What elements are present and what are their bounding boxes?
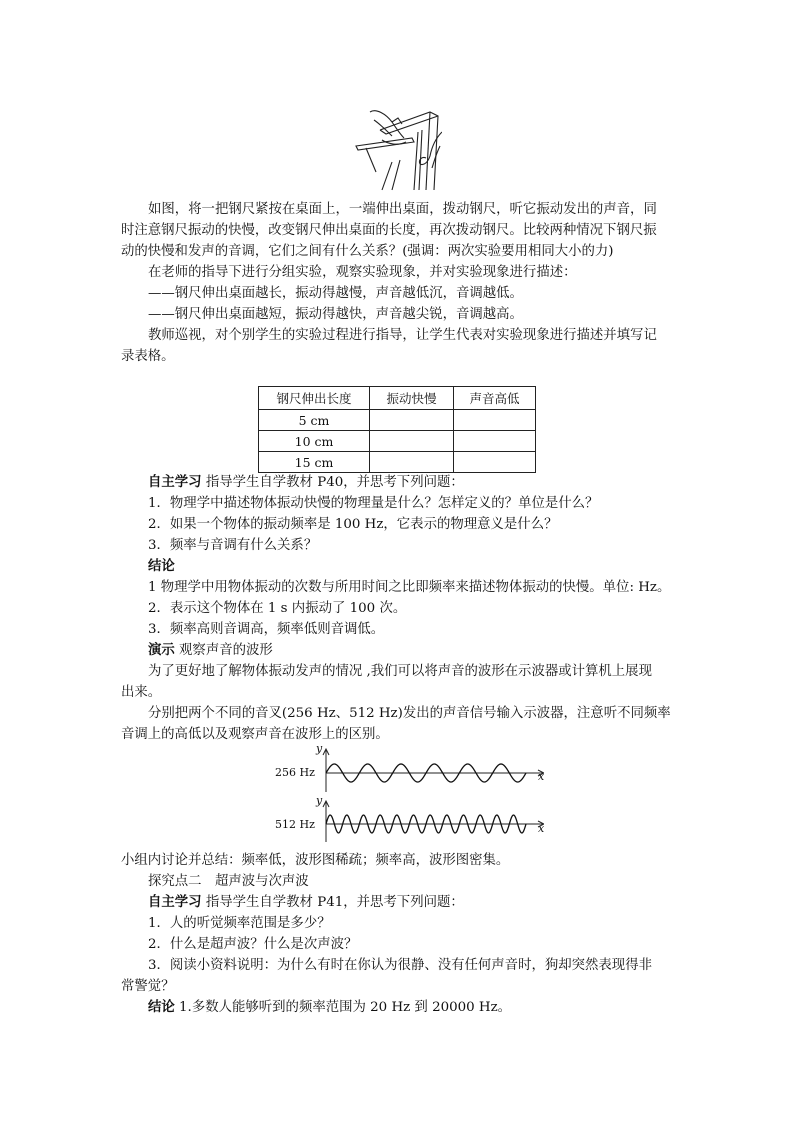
demo-heading	[148, 640, 708, 661]
self-study2-heading	[148, 892, 708, 913]
paragraph3-line1: 教师巡视，对个别学生的实验过程进行指导，让学生代表对实验现象进行描述并填写记	[148, 328, 657, 343]
table-cell	[454, 410, 536, 431]
paragraph1-line2: 时注意钢尺振动的快慢，改变钢尺伸出桌面的长度，再次拨动钢尺。比较两种情况下钢尺振	[121, 223, 657, 238]
table-cell: 5 cm	[259, 410, 370, 431]
conclusion1-item1: 1 物理学中用物体振动的次数与所用时间之比即频率来描述物体振动的快慢。单位: Hz。	[148, 580, 671, 595]
self-study1-heading	[148, 472, 708, 493]
section2-title: 探究点二 超声波与次声波	[148, 874, 309, 889]
waveform-256hz	[270, 742, 550, 794]
table-header-row	[259, 387, 536, 410]
wave1-label: 256 Hz	[275, 766, 315, 779]
waveform-512hz	[270, 794, 550, 844]
table-header: 振动快慢	[370, 387, 454, 410]
wave2-label: 512 Hz	[275, 818, 315, 831]
table-row	[259, 452, 536, 473]
self-study2-label: 自主学习	[148, 894, 202, 910]
paragraph5-line1: 分别把两个不同的音叉(256 Hz、512 Hz)发出的声音信号输入示波器，注意听不同频率	[148, 706, 671, 721]
summary: 小组内讨论并总结：频率低，波形图稀疏；频率高，波形图密集。	[121, 853, 510, 868]
wave2-plot	[320, 800, 544, 844]
self-study2-question2: 2．什么是超声波？什么是次声波？	[148, 937, 358, 952]
table-cell	[454, 431, 536, 452]
self-study1-label: 自主学习	[148, 474, 202, 490]
table-cell	[370, 410, 454, 431]
wave1-x-axis-label: x	[538, 770, 545, 783]
table-cell	[370, 452, 454, 473]
conclusion2-label: 结论	[148, 999, 175, 1015]
self-study1-question3: 3．频率与音调有什么关系？	[148, 538, 318, 553]
observation2: ——钢尺伸出桌面越短，振动得越快，声音越尖锐，音调越高。	[148, 307, 523, 322]
table-header: 声音高低	[454, 387, 536, 410]
wave1-y-axis-label: y	[316, 742, 323, 755]
self-study2-question3: 3．阅读小资料说明：为什么有时在你认为很静、没有任何声音时，狗却突然表现得非	[148, 958, 652, 973]
demo-label: 演示	[148, 642, 175, 658]
wave2-x-axis-label: x	[538, 822, 545, 835]
paragraph2: 在老师的指导下进行分组实验，观察实验现象，并对实验现象进行描述：	[148, 265, 577, 280]
table-row	[259, 410, 536, 431]
paragraph4-line2: 出来。	[121, 685, 162, 700]
self-study2-question3-cont: 常警觉？	[121, 979, 175, 994]
conclusion1-label: 结论	[148, 558, 175, 574]
table-row	[259, 431, 536, 452]
paragraph4-line1: 为了更好地了解物体振动发声的情况 ,我们可以将声音的波形在示波器或计算机上展现	[148, 664, 652, 679]
table-header: 钢尺伸出长度	[259, 387, 370, 410]
observation1: ——钢尺伸出桌面越长，振动得越慢，声音越低沉，音调越低。	[148, 286, 523, 301]
paragraph5-line2: 音调上的高低以及观察声音在波形上的区别。	[121, 727, 389, 742]
conclusion2-text: 1.多数人能够听到的频率范围为 20 Hz 到 20000 Hz。	[174, 1000, 512, 1015]
self-study2-text: 指导学生自学教材 P41，并思考下列问题：	[201, 895, 464, 910]
paragraph1-line3: 动的快慢和发声的音调，它们之间有什么关系？(强调：两次实验要用相同大小的力)	[121, 244, 614, 259]
wave1-plot	[320, 748, 544, 794]
self-study2-question1: 1．人的听觉频率范围是多少？	[148, 916, 331, 931]
self-study1-question2: 2．如果一个物体的振动频率是 100 Hz，它表示的物理意义是什么？	[148, 517, 558, 532]
table-cell: 15 cm	[259, 452, 370, 473]
paragraph3-line2: 录表格。	[121, 349, 175, 364]
conclusion2	[148, 997, 708, 1018]
wave2-y-axis-label: y	[316, 794, 323, 807]
self-study1-question1: 1．物理学中描述物体振动快慢的物理量是什么？怎样定义的？单位是什么？	[148, 496, 599, 511]
demo-text: 观察声音的波形	[174, 643, 273, 658]
table-cell	[370, 431, 454, 452]
conclusion1-item2: 2．表示这个物体在 1 s 内振动了 100 次。	[148, 601, 407, 616]
record-table	[258, 386, 536, 473]
table-cell	[454, 452, 536, 473]
table-cell: 10 cm	[259, 431, 370, 452]
ruler-experiment-illustration	[352, 102, 442, 192]
conclusion1-item3: 3．频率高则音调高，频率低则音调低。	[148, 622, 385, 637]
paragraph1-line1: 如图，将一把钢尺紧按在桌面上，一端伸出桌面，拨动钢尺，听它振动发出的声音，同	[148, 202, 657, 217]
self-study1-text: 指导学生自学教材 P40，并思考下列问题：	[201, 475, 464, 490]
